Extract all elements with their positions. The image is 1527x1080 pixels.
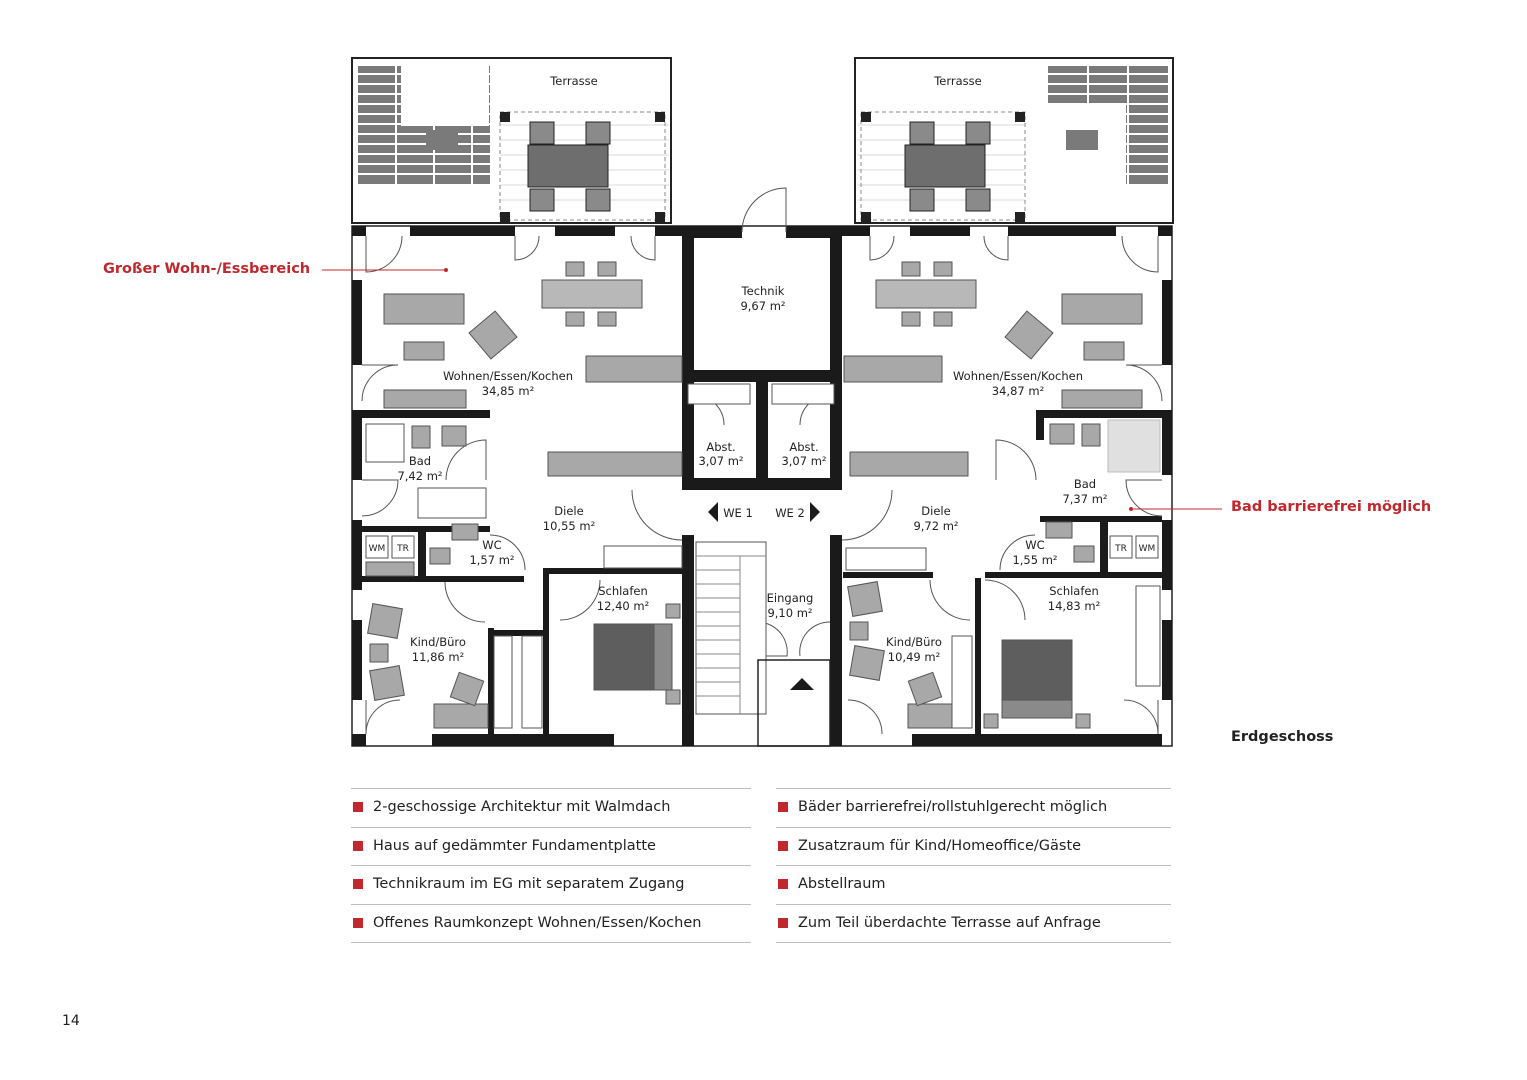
bullet-icon <box>353 918 363 928</box>
feature-item <box>776 828 1171 867</box>
label-wc-right-area: 1,55 m² <box>1012 553 1058 567</box>
label-wm-right: WM <box>1138 544 1156 554</box>
label-bad-right: Bad <box>1073 477 1097 491</box>
label-schlafen-left-area: 12,40 m² <box>596 599 650 613</box>
label-abst-left: Abst. <box>706 440 736 454</box>
label-abst-right: Abst. <box>789 440 819 454</box>
label-kind-right: Kind/Büro <box>886 635 942 649</box>
label-kind-right-area: 10,49 m² <box>887 650 941 664</box>
label-bad-left-area: 7,42 m² <box>397 469 443 483</box>
feature-item <box>351 866 751 905</box>
label-abst-right-area: 3,07 m² <box>781 454 827 468</box>
feature-item <box>351 828 751 867</box>
furniture <box>366 262 1160 728</box>
label-schlafen-right-area: 14,83 m² <box>1047 599 1101 613</box>
page-number: 14 <box>62 1013 80 1029</box>
label-wohnen-right-area: 34,87 m² <box>991 384 1045 398</box>
label-technik-area: 9,67 m² <box>740 299 786 313</box>
feature-text: 2-geschossige Architektur mit Walmdach <box>373 799 671 815</box>
label-diele-right-area: 9,72 m² <box>913 519 959 533</box>
bullet-icon <box>778 802 788 812</box>
label-wohnen-left-area: 34,85 m² <box>481 384 535 398</box>
label-kind-left-area: 11,86 m² <box>411 650 465 664</box>
label-diele-left-area: 10,55 m² <box>542 519 596 533</box>
label-abst-left-area: 3,07 m² <box>698 454 744 468</box>
feature-text: Bäder barrierefrei/rollstuhlgerecht möglich <box>798 799 1108 815</box>
label-schlafen-left: Schlafen <box>598 584 648 598</box>
label-wohnen-right: Wohnen/Essen/Kochen <box>952 369 1084 383</box>
label-wohnen-left: Wohnen/Essen/Kochen <box>442 369 574 383</box>
feature-item <box>776 866 1171 905</box>
label-terrace-left: Terrasse <box>550 74 598 88</box>
feature-text: Offenes Raumkonzept Wohnen/Essen/Kochen <box>373 914 702 931</box>
label-wm-left: WM <box>368 544 386 554</box>
bullet-icon <box>778 918 788 928</box>
label-diele-left: Diele <box>554 504 584 518</box>
feature-list-right <box>776 788 1171 943</box>
feature-item <box>776 905 1171 944</box>
feature-text: Abstellraum <box>798 876 886 892</box>
callout-bath-accessible: Bad barrierefrei möglich <box>1231 499 1432 515</box>
floor-title: Erdgeschoss <box>1231 729 1334 745</box>
bullet-icon <box>778 879 788 889</box>
label-tr-right: TR <box>1115 544 1127 554</box>
callout-living-area: Großer Wohn-/Essbereich <box>103 261 311 277</box>
label-wc-left: WC <box>482 538 502 552</box>
label-terrace-right: Terrasse <box>934 74 982 88</box>
label-kind-left: Kind/Büro <box>410 635 466 649</box>
label-technik: Technik <box>741 284 785 298</box>
label-bad-right-area: 7,37 m² <box>1062 492 1108 506</box>
bullet-icon <box>353 879 363 889</box>
bullet-icon <box>778 841 788 851</box>
feature-text: Technikraum im EG mit separatem Zugang <box>373 876 685 892</box>
bullet-icon <box>353 841 363 851</box>
label-bad-left: Bad <box>408 454 432 468</box>
entrance-box <box>758 660 830 746</box>
label-schlafen-right: Schlafen <box>1049 584 1099 598</box>
label-we1: WE 1 <box>723 506 753 520</box>
feature-item <box>351 788 751 828</box>
label-eingang: Eingang <box>766 591 814 605</box>
feature-text: Zum Teil überdachte Terrasse auf Anfrage <box>798 914 1101 931</box>
feature-list-left <box>351 788 751 943</box>
feature-text: Zusatzraum für Kind/Homeoffice/Gäste <box>798 837 1082 854</box>
feature-text: Haus auf gedämmter Fundamentplatte <box>373 837 656 854</box>
label-diele-right: Diele <box>921 504 951 518</box>
feature-item <box>351 905 751 944</box>
terrace-left <box>352 58 671 223</box>
terrace-right <box>855 58 1173 223</box>
label-eingang-area: 9,10 m² <box>767 606 813 620</box>
bullet-icon <box>353 802 363 812</box>
label-wc-right: WC <box>1025 538 1045 552</box>
label-wc-left-area: 1,57 m² <box>469 553 515 567</box>
feature-item <box>776 788 1171 828</box>
label-tr-left: TR <box>397 544 409 554</box>
label-we2: WE 2 <box>775 506 805 520</box>
